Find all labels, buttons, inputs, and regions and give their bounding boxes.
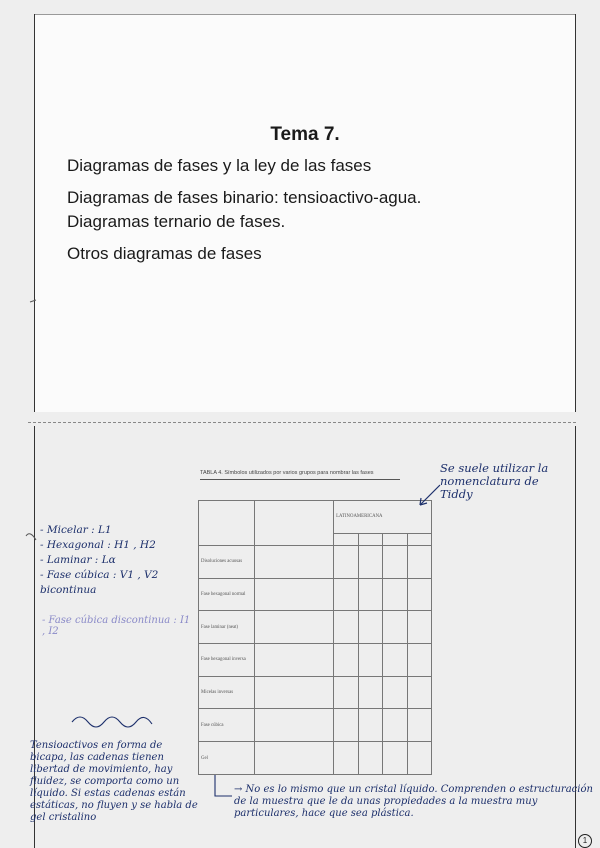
table-row: Fase hexagonal normal (199, 578, 432, 611)
table-row: Fase laminar (neat) (199, 611, 432, 644)
table-col-3 (383, 533, 407, 545)
bullet-3: Diagramas ternario de fases. (67, 212, 286, 231)
handwritten-note-right: Se suele utilizar la nomenclatura de Tiddy (440, 461, 549, 501)
bullet-1: Diagramas de fases y la ley de las fases (67, 156, 372, 175)
phase-list-item: - Micelar : L1 (40, 524, 112, 536)
handwritten-phase-list (40, 523, 200, 598)
table-row: Micelas inversas (199, 676, 432, 709)
slide-top-border (35, 14, 575, 15)
table-caption: TABLA 4. Símbolos utilizados por varios grupos para nombrar las fases (200, 470, 400, 480)
bullet-2: Diagramas de fases binario: tensioactivo-agua. (67, 188, 422, 207)
table-header-empty (199, 501, 255, 546)
table-col-1 (334, 533, 358, 545)
slide-bullets (67, 154, 567, 266)
slide-top (34, 14, 576, 412)
phase-list-item: - Hexagonal : H1 , H2 (40, 539, 156, 551)
bullet-4: Otros diagramas de fases (67, 244, 262, 263)
page-separator (28, 422, 576, 423)
table-row: Fase cúbica (199, 709, 432, 742)
page-number: 1 (578, 834, 592, 848)
table-header-desc (254, 501, 333, 546)
table-row: Disoluciones acuosas (199, 545, 432, 578)
table-col-2 (358, 533, 382, 545)
handwritten-note-bottom-left: Tensioactivos en forma de bicapa, las cadenas tienen libertad de movimiento, hay fluidez, se comporta como un líquido. Si estas cadenas están estáticas, no fluyen y se habla de gel cristalino (30, 740, 198, 823)
phase-list-item: - Laminar : Lα (40, 554, 116, 566)
table-col-4 (407, 533, 431, 545)
table-row: Gel (199, 742, 432, 775)
slide-title: Tema 7. (270, 124, 340, 145)
handwritten-faint-note: - Fase cúbica discontinua : I1 , I2 (42, 615, 191, 637)
scribble-drawing (70, 710, 160, 730)
table-row: Fase hexagonal inversa (199, 644, 432, 677)
handwritten-note-bottom: → No es lo mismo que un cristal líquido. Comprenden o estructuración de la muestra que le da unas propiedades a la muestra muy particulares, hace que sea plástica. (234, 784, 593, 819)
phase-table (198, 500, 432, 775)
phase-list-item: bicontinua (40, 584, 97, 596)
table-header-group: LATINOAMERICANA (334, 501, 432, 534)
phase-list-item: - Fase cúbica : V1 , V2 (40, 569, 159, 581)
